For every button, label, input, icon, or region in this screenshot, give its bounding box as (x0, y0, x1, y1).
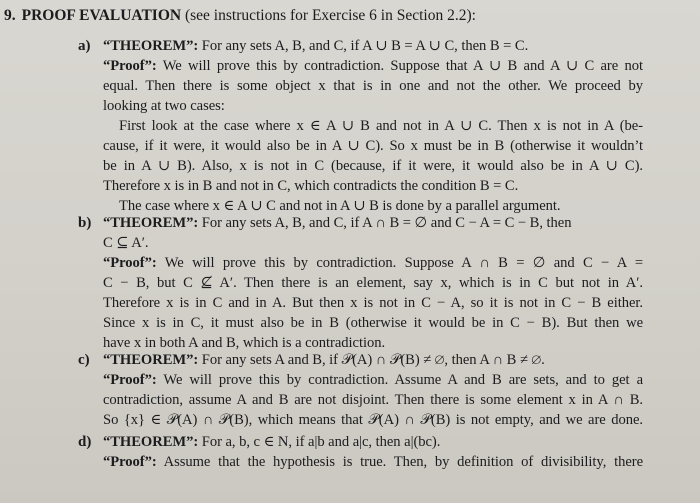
text-line (103, 156, 643, 176)
text-line (103, 136, 643, 156)
text-line (103, 56, 643, 76)
text-line (103, 452, 643, 472)
bold-label: “THEOREM”: (103, 215, 199, 231)
bold-label: “Proof”: (103, 372, 157, 388)
text-line (103, 253, 643, 273)
bold-label: “THEOREM”: (103, 38, 199, 54)
part-body (103, 350, 643, 430)
bold-label: “Proof”: (103, 58, 157, 74)
line-text: cause, if it were, it would also be in A ∪ C). So x must be in B (otherwise it wouldn’t (103, 138, 643, 154)
bold-label: “THEOREM”: (103, 352, 199, 368)
text-line (103, 176, 643, 196)
part-body (103, 432, 643, 472)
part-letter: a) (78, 38, 91, 54)
text-line (103, 233, 643, 253)
line-text: Therefore x is in C and in A. But then x is not in C − A, so it is not in C − B either. (103, 295, 643, 311)
text-line (103, 313, 643, 333)
part-body (103, 213, 643, 353)
line-text: We will prove this by contradiction. Suppose A ∩ B = ∅ and C − A = (156, 255, 643, 271)
line-text: have x in both A and B, which is a contradiction. (103, 335, 386, 351)
line-text: First look at the case where x ∈ A ∪ B and not in A ∪ C. Then x is not in A (be- (119, 118, 643, 134)
text-line (103, 410, 643, 430)
problem-number: 9. (4, 7, 16, 24)
bold-label: “Proof”: (103, 255, 157, 271)
line-text: C − B, but C ⊈ A′. Then there is an element, say x, which is in C but not in A′. (103, 275, 643, 291)
text-line (103, 36, 643, 56)
line-text: Since x is in C, it must also be in B (otherwise it would be in C − B). But then we (103, 315, 643, 331)
line-text: We will prove this by contradiction. Assume A and B are sets, and to get a (156, 372, 643, 388)
line-text: Therefore x is in B and not in C, which contradicts the condition B = C. (103, 178, 519, 194)
part-letter: d) (78, 434, 92, 450)
problem-title: PROOF EVALUATION (21, 7, 182, 24)
problem-note: (see instructions for Exercise 6 in Section 2.2): (184, 7, 476, 24)
line-text: looking at two cases: (103, 98, 225, 114)
text-line (103, 96, 643, 116)
text-line (103, 390, 643, 410)
line-text: So {x} ∈ 𝒫(A) ∩ 𝒫(B), which means that 𝒫(A) ∩ 𝒫(B) is not empty, and we are done. (103, 412, 643, 428)
line-text: be in A ∪ B). Also, x is not in C (because, if it were, it would also be in A ∪ C). (103, 158, 643, 174)
text-line (103, 350, 643, 370)
part-letter: c) (78, 352, 90, 368)
text-line (103, 116, 643, 136)
part-letter: b) (78, 215, 92, 231)
line-text: contradiction, assume A and B are not disjoint. Then there is some element x in A ∩ B. (103, 392, 643, 408)
bold-label: “Proof”: (103, 454, 157, 470)
line-text: For any sets A, B, and C, if A ∪ B = A ∪ C, then B = C. (198, 38, 529, 54)
line-text: C ⊆ A′. (103, 235, 149, 251)
line-text: equal. Then there is some object x that is in one and not the other. We proceed by (103, 78, 643, 94)
line-text: For a, b, c ∈ N, if a|b and a|c, then a|(bc). (198, 434, 441, 450)
text-line (103, 370, 643, 390)
text-line (103, 273, 643, 293)
text-line (103, 432, 643, 452)
line-text: The case where x ∈ A ∪ C and not in A ∪ B is done by a parallel argument. (119, 198, 561, 214)
text-line (103, 293, 643, 313)
line-text: For any sets A and B, if 𝒫(A) ∩ 𝒫(B) ≠ ∅, then A ∩ B ≠ ∅. (198, 352, 545, 368)
part-body (103, 36, 643, 216)
line-text: Assume that the hypothesis is true. Then, by definition of divisibility, there (156, 454, 643, 470)
bold-label: “THEOREM”: (103, 434, 199, 450)
line-text: For any sets A, B, and C, if A ∩ B = ∅ and C − A = C − B, then (198, 215, 572, 231)
problem-heading (4, 6, 694, 26)
text-line (103, 213, 643, 233)
line-text: We will prove this by contradiction. Suppose that A ∪ B and A ∪ C are not (156, 58, 643, 74)
text-line (103, 76, 643, 96)
